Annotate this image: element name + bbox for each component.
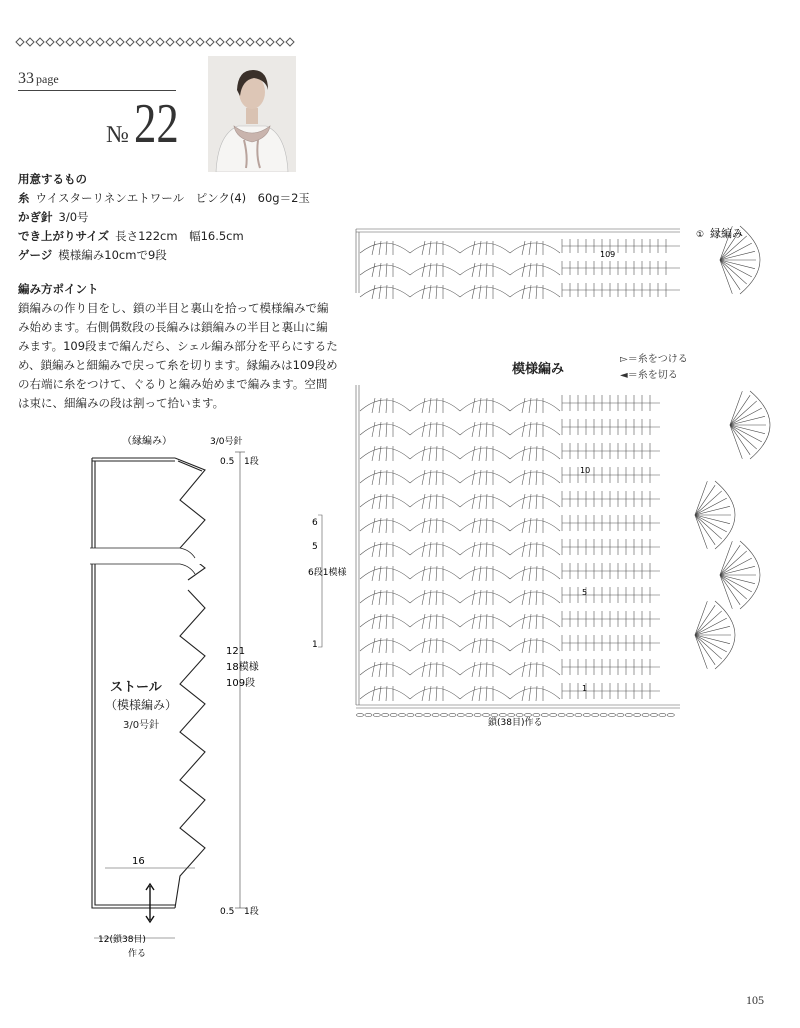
chart-stroke [522, 566, 525, 581]
border-diamond [226, 38, 234, 46]
chart-stroke [522, 662, 525, 677]
left-repeat-label: 6段1模様 [308, 568, 347, 578]
chain-stitch [499, 713, 506, 716]
chain-stitch [600, 713, 607, 716]
chain-stitch [482, 713, 489, 716]
chart-stitch [460, 424, 510, 435]
chart-stroke [472, 446, 475, 461]
chart-stroke [522, 638, 525, 653]
chart-stitch [510, 520, 560, 531]
size-value: 長さ122cm 幅16.5cm [115, 229, 244, 243]
chart-stroke [472, 614, 475, 629]
chain-stitch [617, 713, 624, 716]
chart-stroke [522, 518, 525, 533]
chart-stroke [472, 241, 475, 255]
chart-stroke [422, 494, 425, 509]
chart-stroke [372, 566, 375, 581]
chart-stroke [422, 263, 425, 277]
chart-stitch [360, 592, 410, 603]
chain-stitch [407, 713, 414, 716]
chart-stitch [510, 496, 560, 507]
chart-stroke [422, 241, 425, 255]
left-row-6: 6 [312, 518, 318, 528]
chart-stroke [422, 686, 425, 701]
chart-stroke [372, 518, 375, 533]
chart-stroke [472, 662, 475, 677]
chart-stroke [422, 422, 425, 437]
chart-stroke [522, 542, 525, 557]
chart-stitch [360, 424, 410, 435]
border-diamond [236, 38, 244, 46]
chart-stroke [720, 575, 732, 609]
points-section [18, 280, 338, 413]
border-diamond [196, 38, 204, 46]
left-row-5: 5 [312, 542, 318, 552]
border-diamond [266, 38, 274, 46]
chart-stitch [510, 265, 560, 275]
chart-stitch [460, 496, 510, 507]
border-diamond [86, 38, 94, 46]
chain-stitch [558, 713, 565, 716]
number-sign: № [106, 122, 130, 148]
chart-stroke [472, 518, 475, 533]
chart-stitch [410, 640, 460, 651]
chart-stroke [522, 470, 525, 485]
chart-stitch [360, 664, 410, 675]
chain-stitch [398, 713, 405, 716]
chain-stitch [541, 713, 548, 716]
chart-stitch [410, 243, 460, 253]
gauge-key: ゲージ [18, 248, 53, 262]
border-diamond [16, 38, 24, 46]
chart-stitch [360, 472, 410, 483]
border-diamond [36, 38, 44, 46]
chart-stitch [410, 688, 460, 699]
chart-foundation: 鎖(38目)作る [488, 718, 543, 728]
length-rows: 109段 [226, 678, 256, 689]
border-diamond [106, 38, 114, 46]
chart-stitch [360, 520, 410, 531]
chain-stitch [424, 713, 431, 716]
chart-stitch [510, 243, 560, 253]
chain-stitch [524, 713, 531, 716]
chart-stroke [372, 638, 375, 653]
chart-stroke [472, 422, 475, 437]
chain-stitch [508, 713, 515, 716]
chart-stitch [410, 265, 460, 275]
chart-stroke [372, 542, 375, 557]
chart-stitch [460, 592, 510, 603]
chart-stroke [372, 285, 375, 299]
pattern-number [106, 93, 190, 155]
chain-stitch [390, 713, 397, 716]
chain-stitch [466, 713, 473, 716]
chart-stroke [372, 686, 375, 701]
chart-stitch [410, 544, 460, 555]
foundation-suffix: 作る [128, 949, 147, 959]
border-diamond [286, 38, 294, 46]
row-5-marker: 5 [582, 588, 588, 597]
chart-stroke [422, 518, 425, 533]
bottom-dimension: 0.5 [220, 907, 235, 917]
chart-stroke [730, 391, 742, 425]
border-diamond [136, 38, 144, 46]
chart-stroke [472, 285, 475, 299]
chart-stitch [510, 287, 560, 297]
chain-stitch [457, 713, 464, 716]
chain-stitch [533, 713, 540, 716]
chart-stitch [460, 664, 510, 675]
chart-stroke [522, 398, 525, 413]
chart-stroke [422, 590, 425, 605]
chart-stroke [730, 425, 742, 459]
crochet-chart [300, 215, 790, 735]
decorative-border [15, 37, 300, 47]
edge-knit-chart-label: 縁編み [710, 227, 743, 240]
chart-stitch [360, 688, 410, 699]
chart-stroke [372, 662, 375, 677]
chart-stroke [422, 566, 425, 581]
chart-stitch [510, 616, 560, 627]
chart-stroke [422, 285, 425, 299]
chart-stroke [720, 541, 732, 575]
chart-stitch [360, 400, 410, 411]
length-cm: 121 [226, 646, 246, 657]
chart-stroke [372, 422, 375, 437]
chart-stroke [695, 601, 707, 635]
chart-stroke [472, 398, 475, 413]
chart-stitch [410, 472, 460, 483]
model-photo [208, 56, 296, 172]
gauge-row [18, 246, 338, 265]
hook-key: かぎ針 [18, 210, 53, 224]
border-diamond [26, 38, 34, 46]
edge-knit-hook: 3/0号針 [210, 437, 243, 447]
chart-stitch [360, 544, 410, 555]
chain-stitch [373, 713, 380, 716]
chart-stroke [522, 590, 525, 605]
chart-stitch [460, 616, 510, 627]
points-body: 鎖編みの作り目をし、鎖の半目と裏山を拾って模様編みで編み始めます。右側偶数段の長編みは鎖編みの半目と裏山に編みます。109段まで編んだら、シェル編み部分を平らにするため、鎖編みと細編みで戻って糸を切ります。縁編みは109段めの右端に糸をつけて、ぐるりと編み始めまで編みます。空間は束に、細編みの段は割って拾います。 [18, 301, 338, 410]
chart-stitch [510, 448, 560, 459]
chain-stitch [592, 713, 599, 716]
border-diamond [66, 38, 74, 46]
chart-stroke [372, 494, 375, 509]
chart-stroke [472, 494, 475, 509]
chain-stitch [365, 713, 372, 716]
chain-stitch [491, 713, 498, 716]
width-dimension: 16 [132, 856, 145, 867]
chain-stitch [667, 713, 674, 716]
chart-stroke [522, 686, 525, 701]
chain-stitch [634, 713, 641, 716]
stole-subtitle: （模様編み） [105, 698, 178, 712]
chart-stitch [410, 616, 460, 627]
chart-stroke [372, 446, 375, 461]
chart-stitch [460, 243, 510, 253]
chart-stroke [372, 398, 375, 413]
chart-stroke [522, 241, 525, 255]
chart-stroke [422, 638, 425, 653]
chart-stitch [460, 544, 510, 555]
materials-section [18, 170, 338, 265]
points-heading: 編み方ポイント [18, 282, 99, 296]
chart-stroke [720, 260, 732, 294]
chart-stitch [460, 265, 510, 275]
border-diamond [76, 38, 84, 46]
chart-stitch [510, 424, 560, 435]
chart-stroke [522, 446, 525, 461]
border-diamond [56, 38, 64, 46]
chart-stroke [472, 686, 475, 701]
attach-icon: ▻ [620, 354, 628, 365]
stole-hook: 3/0号針 [123, 720, 160, 731]
top-dimension: 0.5 [220, 457, 235, 467]
page-reference-number: 33 [18, 70, 34, 87]
chart-stitch [510, 544, 560, 555]
chain-stitch [440, 713, 447, 716]
chain-stitch [642, 713, 649, 716]
border-diamond [206, 38, 214, 46]
chart-stitch [460, 400, 510, 411]
chain-stitch [583, 713, 590, 716]
row-109-marker: 109 [600, 250, 616, 259]
chart-stitch [510, 640, 560, 651]
border-diamond [216, 38, 224, 46]
hook-value: 3/0号 [58, 210, 89, 224]
chart-stitch [360, 265, 410, 275]
chart-stroke [422, 542, 425, 557]
border-diamond [146, 38, 154, 46]
yarn-row [18, 189, 338, 208]
chart-stitch [410, 424, 460, 435]
chart-stroke [422, 446, 425, 461]
chart-stroke [372, 614, 375, 629]
chart-stroke [522, 285, 525, 299]
chain-stitch [575, 713, 582, 716]
chart-stitch [510, 400, 560, 411]
chart-stitch [410, 287, 460, 297]
size-key: でき上がりサイズ [18, 229, 110, 243]
chart-stroke [372, 263, 375, 277]
chart-stitch [410, 448, 460, 459]
chart-stroke [695, 481, 707, 515]
header-rule [18, 90, 176, 91]
chart-stitch [510, 664, 560, 675]
border-diamond [246, 38, 254, 46]
gauge-value: 模様編み10cmで9段 [58, 248, 167, 262]
chain-stitch [449, 713, 456, 716]
border-diamond [96, 38, 104, 46]
chart-stroke [472, 638, 475, 653]
chart-stitch [410, 496, 460, 507]
page-number: 105 [746, 993, 764, 1007]
length-patterns: 18模様 [226, 662, 259, 673]
stole-title: ストール [110, 680, 162, 695]
chart-stitch [460, 688, 510, 699]
chain-stitch [415, 713, 422, 716]
chart-stitch [510, 592, 560, 603]
chart-stitch [510, 688, 560, 699]
chart-stroke [522, 494, 525, 509]
chart-stroke [472, 542, 475, 557]
page-reference [18, 70, 59, 88]
legend-attach: ▻＝糸をつける [620, 354, 688, 365]
border-diamond [176, 38, 184, 46]
page-reference-unit: page [36, 72, 59, 86]
bottom-rows: 1段 [244, 907, 259, 917]
chart-stitch [510, 472, 560, 483]
chain-stitch [659, 713, 666, 716]
chart-stitch [460, 448, 510, 459]
chain-stitch [474, 713, 481, 716]
border-diamond [166, 38, 174, 46]
chain-stitch [356, 713, 363, 716]
yarn-key: 糸 [18, 191, 30, 205]
chart-stroke [472, 263, 475, 277]
chart-stitch [360, 496, 410, 507]
left-row-1: 1 [312, 640, 318, 650]
chart-stitch [460, 287, 510, 297]
top-rows: 1段 [244, 457, 259, 467]
chart-stitch [360, 616, 410, 627]
chart-stitch [360, 640, 410, 651]
chart-stitch [460, 640, 510, 651]
chart-stroke [472, 566, 475, 581]
chart-title: 模様編み [512, 362, 565, 377]
cut-icon: ◄ [620, 370, 628, 381]
chart-stitch [410, 664, 460, 675]
chart-stroke [695, 635, 707, 669]
chart-stitch [510, 568, 560, 579]
chart-stitch [460, 568, 510, 579]
chain-stitch [625, 713, 632, 716]
chart-stroke [695, 515, 707, 549]
chart-stroke [522, 263, 525, 277]
pattern-number-value: 22 [133, 93, 179, 155]
chart-stroke [522, 614, 525, 629]
chart-stroke [372, 241, 375, 255]
chart-stitch [410, 568, 460, 579]
chain-stitch [566, 713, 573, 716]
chart-stitch [460, 520, 510, 531]
chart-stroke [422, 614, 425, 629]
chart-stroke [522, 422, 525, 437]
edge-knit-label: （縁編み） [122, 436, 172, 447]
border-diamond [276, 38, 284, 46]
chain-stitch [550, 713, 557, 716]
chart-stitch [410, 592, 460, 603]
chart-stroke [422, 470, 425, 485]
chain-stitch [382, 713, 389, 716]
border-diamond [156, 38, 164, 46]
edge-row-1: ① [696, 230, 705, 240]
chart-stroke [472, 470, 475, 485]
chart-stroke [422, 398, 425, 413]
chart-stitch [460, 472, 510, 483]
chart-stroke [472, 590, 475, 605]
chart-stitch [410, 400, 460, 411]
chart-stroke [372, 590, 375, 605]
chain-stitch [516, 713, 523, 716]
chart-stitch [360, 448, 410, 459]
chart-stitch [360, 243, 410, 253]
chart-stitch [360, 568, 410, 579]
size-row [18, 227, 338, 246]
border-diamond [126, 38, 134, 46]
yarn-value: ウイスターリネンエトワール ピンク(4) 60g＝2玉 [35, 191, 310, 205]
border-diamond [256, 38, 264, 46]
foundation-chain: 12(鎖38目) [98, 935, 146, 945]
chart-stroke [372, 470, 375, 485]
border-diamond [186, 38, 194, 46]
materials-heading: 用意するもの [18, 172, 87, 186]
chart-stitch [360, 287, 410, 297]
border-diamond [46, 38, 54, 46]
border-diamond [116, 38, 124, 46]
chain-stitch [608, 713, 615, 716]
chart-stitch [410, 520, 460, 531]
legend-cut: ◄＝糸を切る [620, 370, 678, 381]
hook-row [18, 208, 338, 227]
chain-stitch [650, 713, 657, 716]
row-10-marker: 10 [580, 466, 591, 475]
row-1-marker: 1 [582, 684, 588, 693]
chart-stroke [422, 662, 425, 677]
chain-stitch [432, 713, 439, 716]
